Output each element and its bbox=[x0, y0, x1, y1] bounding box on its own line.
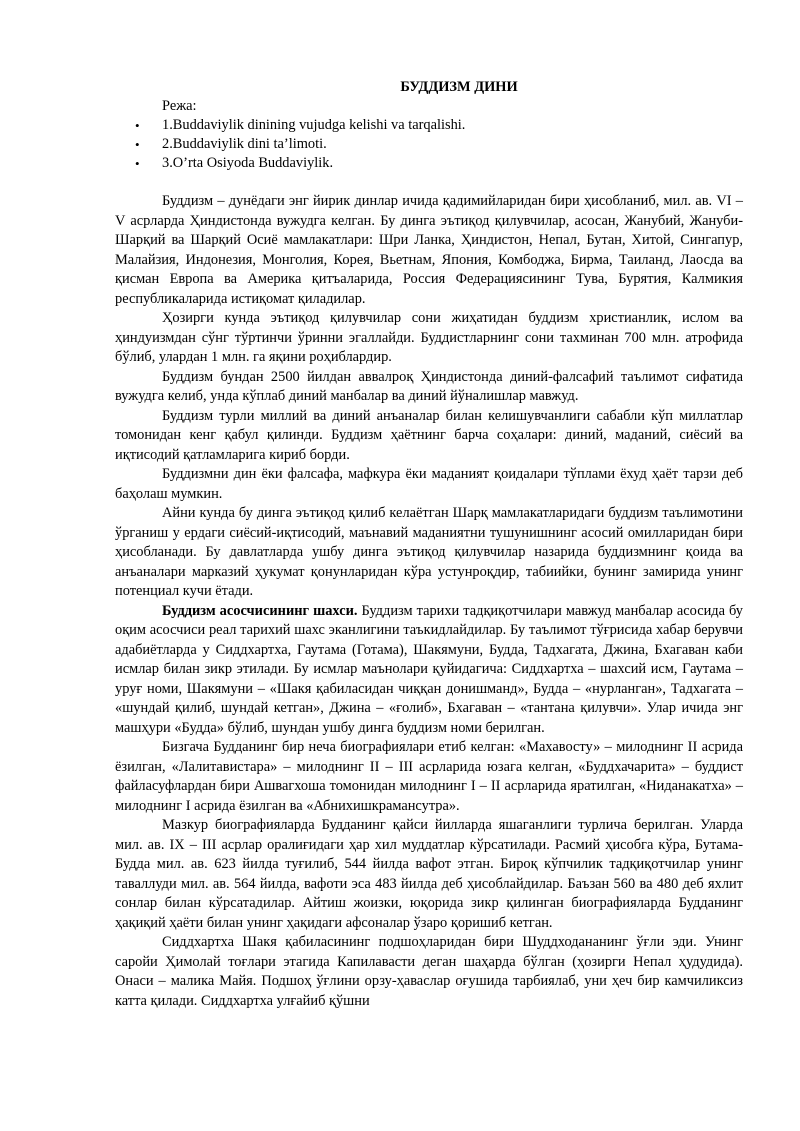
paragraph: Ҳозирги кунда эътиқод қилувчилар сони жиҳатидан буддизм христианлик, ислом ва ҳиндуизмдан сўнг тўртинчи ўринни эгаллайди. Буддистларнинг сони тахминан 700 млн. атрофида бўлиб, улардан 1 млн. га яқини роҳиблардир. bbox=[115, 310, 743, 365]
section-heading: Буддизм асосчисининг шахси. bbox=[162, 602, 358, 619]
plan-label: Режа: bbox=[162, 98, 197, 114]
paragraph: Буддизм турли миллий ва диний анъаналар билан келишувчанлиги сабабли кўп миллатлар томонидан кенг қабул қилинди. Буддизм ҳаётнинг барча соҳалари: диний, маданий, сиёсий ва иқтисодий қатламларига кириб борди. bbox=[115, 407, 743, 463]
plan-item: • 3.O’rta Osiyoda Buddaviylik. bbox=[115, 154, 743, 173]
paragraph: Сиддхартха Шакя қабиласининг подшоҳларидан бири Шуддходананинг ўғли эди. Унинг саройи Ҳимолай тоғлари этагида Капилавасти деган шаҳарда бўлган (ҳозирги Непал ҳудудида). Онаси – малика Майя. Подшоҳ ўғлини орзу-ҳаваслар оғушида тарбиялаб, уни ҳеч бир камчиликсиз катта қилади. Сиддхартха улғайиб қўшни bbox=[115, 934, 743, 1009]
paragraph: Бизгача Будданинг бир неча биографиялари етиб келган: «Махавосту» – милоднинг II асрида ёзилган, «Лалитавистара» – милоднинг II – III асрларида юзага келган, «Буддхачарита» – буддист файласуфлардан бири Ашвагхоша томонидан милоднинг I – II асрларида яратилган, «Ниданакатха» – милоднинг I асрида ёзилган ва «Абнихишкрамансутра». bbox=[115, 739, 743, 814]
paragraph: Буддизм – дунёдаги энг йирик динлар ичида қадимийларидан бири ҳисобланиб, мил. ав. VI – V асрларда Ҳиндистонда вужудга келган. Бу динга эътиқод қилувчилар, асосан, Жанубий, Жануби-Шарқий ва Шарқий Осиё мамлакатлари: Шри Ланка, Ҳиндистон, Непал, Бутан, Хитой, Сингапур, Малайзия, Индонезия, Монголия, Корея, Вьетнам, Япония, Комбоджа, Бирма, Таиланд, Лаосда ва қисман Европа ва Америка қитъаларида, Россия Федерациясининг Тува, Бурятия, Калмикия республикаларида истиқомат қиладилар. bbox=[115, 193, 743, 307]
plan-item: • 1.Buddaviylik dinining vujudga kelishi va tarqalishi. bbox=[115, 116, 743, 135]
document-page bbox=[115, 78, 743, 1011]
paragraph: Айни кунда бу динга эътиқод қилиб келаётган Шарқ мамлакатларидаги буддизм таълимотини ўрганиш у ердаги сиёсий-иқтисодий, маънавий маданиятни тушунишнинг асосий омилларидан бири ҳисобланади. Бу давлатларда ушбу динга эътиқод қилувчилар назарида буддизмнинг қоида ва анъаналари марказий ҳукумат қонунларидан кўра устунроқдир, табиийки, бунинг замирида унинг потенциал кучи ётади. bbox=[115, 505, 743, 599]
paragraph: Буддизмни дин ёки фалсафа, мафкура ёки маданият қоидалари тўплами ёхуд ҳаёт тарзи деб баҳолаш мумкин. bbox=[115, 466, 743, 502]
bullet-icon: • bbox=[135, 137, 140, 152]
document-title: БУДДИЗМ ДИНИ bbox=[400, 79, 518, 95]
blank-line bbox=[115, 173, 743, 192]
bullet-icon: • bbox=[135, 156, 140, 171]
bullet-icon: • bbox=[135, 118, 140, 133]
plan-list bbox=[115, 116, 743, 173]
paragraph: Буддизм асосчисининг шахси. Буддизм тарихи тадқиқотчилари мавжуд манбалар асосида бу оқим асосчиси реал тарихий шахс эканлигини таъкидлайдилар. Бу таълимот тўғрисида хабар берувчи адабиётларда у Сиддхартха, Гаутама (Готама), Шакямуни, Будда, Тадхагата, Джина, Бхагаван каби исмлар билан зикр этилади. Бу исмлар маънолари қуйидагича: Сиддхартха – шахсий исм, Гаутама – уруғ номи, Шакямуни – «Шакя қабиласидан чиққан донишманд», Будда – «нурланган», Тадхагата – «шундай қилиб, шундай кетган», Джина – «ғолиб», Бхагаван – «тантана қилувчи». Улар ичида энг машҳури «Будда» бўлиб, шундан ушбу динга буддизм номи берилган. bbox=[115, 602, 743, 736]
paragraph: Мазкур биографияларда Будданинг қайси йилларда яшаганлиги турлича берилган. Уларда мил. ав. IX – III асрлар оралиғидаги ҳар хил муддатлар кўрсатилади. Расмий ҳисобга кўра, Бутама-Будда мил. ав. 623 йилда туғилиб, 544 йилда вафот этган. Бироқ кўпчилик тадқиқотчилар унинг таваллуди мил. ав. 564 йилда, вафоти эса 483 йилда деб ҳисоблайдилар. Баъзан 560 ва 480 деб яхлит сонлар билан кўрсатадилар. Айтиш жоизки, юқорида зикр қилинган биографияларда Будданинг ҳақиқий ҳаёти билан унинг ҳақидаги афсоналар ўзаро қоришиб кетган. bbox=[115, 817, 743, 931]
paragraph: Буддизм бундан 2500 йилдан аввалроқ Ҳиндистонда диний-фалсафий таълимот сифатида вужудга келиб, унда кўплаб диний манбалар ва диний йўналишлар мавжуд. bbox=[115, 368, 743, 404]
plan-item: • 2.Buddaviylik dini ta’limoti. bbox=[115, 135, 743, 154]
